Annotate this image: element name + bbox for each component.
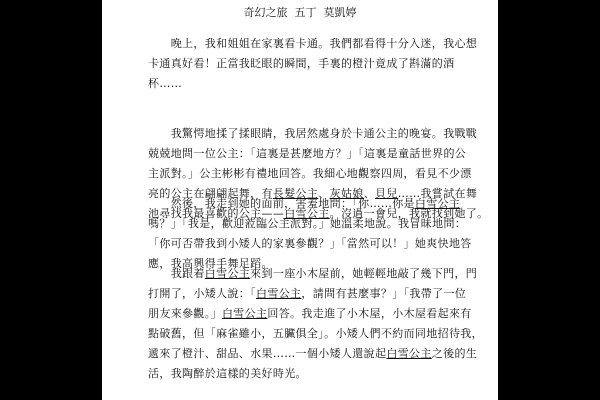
underlined-name: 白雪公主 <box>204 267 251 280</box>
text-line <box>148 344 483 364</box>
underlined-name: 貝兒 <box>375 187 398 200</box>
text-segment: 之後的生 <box>431 347 478 360</box>
paragraph-1 <box>148 34 477 94</box>
underlined-name: 白雪公主 <box>256 287 302 300</box>
text-segment: ……我嘗試在舞 <box>397 187 478 200</box>
text-line <box>148 194 472 214</box>
text-segment: 嗎？」「我是，歡迎蒞臨公主派對。」她溫柔地說。我冒昧地問： <box>148 217 467 230</box>
text-line <box>148 324 483 344</box>
underlined-name: 白雪公主 <box>386 347 432 360</box>
text-segment: 來到一座小木屋前，她輕輕地敲了幾下門，門 <box>250 267 478 280</box>
underlined-name: 白雪公主 <box>221 307 268 320</box>
underlined-name: 白雪公主 <box>414 197 461 210</box>
underlined-name: 長髮公主 <box>272 187 319 200</box>
text-line <box>148 284 483 304</box>
underlined-name: 白雪公主 <box>284 207 330 220</box>
text-line <box>148 124 489 144</box>
text-line <box>148 144 489 164</box>
text-segment: 點破舊，但「麻雀雖小，五臟俱全」。小矮人們不約而同地招待我， <box>148 327 483 340</box>
text-segment: 回答。我走進了小木屋，小木屋看起來有 <box>267 307 472 320</box>
text-segment: 杯…… <box>148 77 183 90</box>
document-title: 奇幻之旅 五丁 莫凱婷 <box>243 6 357 19</box>
text-line <box>148 74 477 94</box>
text-segment: 、 <box>363 187 376 200</box>
text-segment: 「你可否帶我到小矮人的家裏參觀？」「當然可以！」她爽快地答 <box>148 237 472 250</box>
text-segment: 活，我陶醉於這樣的美好時光。 <box>148 367 307 380</box>
text-segment: 遞來了橙汁、甜品、水果……一個小矮人還說起 <box>148 347 387 360</box>
text-segment: 池尋找我最喜歡的公主—— <box>148 207 285 220</box>
text-segment: 卡通真好看！正當我眨眼的瞬間，手裏的橙汁竟成了斟滿的酒 <box>148 57 455 70</box>
text-line <box>148 54 477 74</box>
text-segment: 亮的公主在翩翩起舞，有 <box>148 187 273 200</box>
text-line <box>148 34 477 54</box>
text-segment: 我驚愕地揉了揉眼睛，我居然處身於卡通公主的晚宴。我戰戰 <box>148 127 478 140</box>
text-segment: 主派對。」公主彬彬有禮地回答。我細心地觀察四周，看見不少漂 <box>148 167 472 180</box>
text-segment: 兢兢地問一位公主：「這裏是甚麼地方？」「這裏是童話世界的公 <box>148 147 467 160</box>
text-segment: 我跟着 <box>148 267 205 280</box>
text-segment: 應，我高興得手舞足蹈。 <box>148 257 273 270</box>
text-segment: 朋友來參觀。」 <box>148 307 222 320</box>
text-segment: 。沒過一會兒，我就找到她了。 <box>329 207 489 220</box>
underlined-name: 灰姑娘 <box>329 187 364 200</box>
paragraph-4 <box>148 264 483 384</box>
paragraph-3 <box>148 194 472 274</box>
text-segment: 晚上，我和姐姐在家裏看卡通。我們都看得十分入迷，我心想 <box>148 37 478 50</box>
text-line <box>148 364 483 384</box>
text-segment: 然後，我走到她的面前，害羞地問：「你……你是 <box>148 197 415 210</box>
text-segment: 、 <box>318 187 330 200</box>
text-segment: ，請問有甚麼事？」「我帶了一位 <box>301 287 467 300</box>
text-line <box>148 164 489 184</box>
document-page <box>102 0 498 400</box>
text-line <box>148 304 483 324</box>
text-line <box>148 234 472 254</box>
text-line <box>148 214 472 234</box>
text-line <box>148 264 483 284</box>
text-segment: 打開了，小矮人說：「 <box>148 287 256 300</box>
